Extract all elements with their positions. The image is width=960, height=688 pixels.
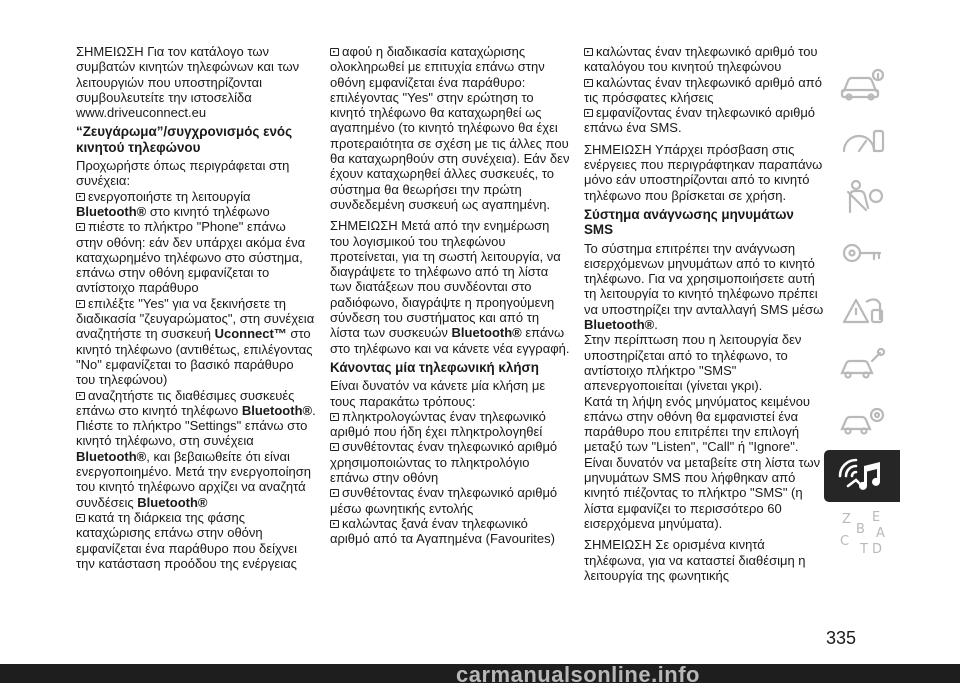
bullet-arrow-icon <box>584 48 593 56</box>
bullet-item: αφού η διαδικασία καταχώρισης ολοκληρωθεί με επιτυχία επάνω στην οθόνη εμφανίζεται ένα παράθυρο: επιλέγοντας "Yes" στην ερώτηση το κινητό τηλέφωνο θα καταχωρηθεί ως αγαπημένο (το κινητό τηλέφωνο θα έχει προτεραιότητα σε σχέση με τις άλλες που θα καταχωρηθούν στη συνέχεια). Εάν δεν έχουν καταχωρηθεί άλλες συσκευές, το σύστημα θα θεωρήσει την πρώτη συνδεδεμένη συσκευή ως αγαπημένη. <box>330 44 570 212</box>
note-paragraph: ΣΗΜΕΙΩΣΗ Σε ορισμένα κινητά τηλέφωνα, για να καταστεί διαθέσιμη η λειτουργία της φωνητικής <box>584 537 806 583</box>
body-paragraph: Το σύστημα επιτρέπει την ανάγνωση εισερχόμενων μηνυμάτων από το κινητό τηλέφωνο. Για να χρησιμοποιήσετε αυτή τη λειτουργία το κινητό τηλέφωνο πρέπει να υποστηρίζει την ανταλλαγή SMS μέσω Bluetooth®. <box>584 240 824 333</box>
index-letter-d: D <box>872 542 883 557</box>
section-heading-call: Κάνοντας μία τηλεφωνική κλήση <box>330 359 539 375</box>
bullet-item: αναζητήστε τις διαθέσιμες συσκευές επάνω στο κινητό τηλέφωνο Bluetooth®. Πιέστε το πλήκτρο "Settings" επάνω στο κινητό τηλέφωνο, στη συνέχεια Bluetooth®, και βεβαιωθείτε ότι είναι ενεργοποιημένο. Μετά την ενεργοποίηση του κινητό τηλέφωνο αρχίζει να αναζητά συνδέσεις Bluetooth® <box>76 387 316 510</box>
bullet-item: συνθέτοντας έναν τηλεφωνικό αριθμό μέσω φωνητικής εντολής <box>330 485 558 516</box>
bullet-item: καλώντας ξανά έναν τηλεφωνικό αριθμό από τα Αγαπημένα (Favourites) <box>330 515 555 547</box>
text-column-2 <box>330 44 570 547</box>
watermark-text: carmanualsonline.info <box>456 662 700 687</box>
bullet-item: συνθέτοντας έναν τηλεφωνικό αριθμό χρησιμοποιώντας το πληκτρολόγιο επάνω στην οθόνη <box>330 439 558 486</box>
section-heading-sms: Σύστημα ανάγνωσης μηνυμάτων SMS <box>584 206 794 238</box>
note-paragraph: ΣΗΜΕΙΩΣΗ Υπάρχει πρόσβαση στις ενέργειες που περιγράφτηκαν παραπάνω μόνο εάν υποστηρίζονται από το κινητό τηλέφωνο που βρίσκεται σε χρήση. <box>584 141 823 203</box>
bullet-item: πιέστε το πλήκτρο "Phone" επάνω στην οθόνη: εάν δεν υπάρχει ακόμα ένα καταχωρημένο τηλέφωνο στο σύστημα, επάνω στην οθόνη εμφανίζεται το αντίστοιχο παράθυρο <box>76 219 306 296</box>
text-column-3 <box>584 44 824 583</box>
body-paragraph: Στην περίπτωση που η λειτουργία δεν υποστηρίζεται από το τηλέφωνο, το αντίστοιχο πλήκτρο "SMS" απενεργοποιείται (γίνεται γκρι). <box>584 332 802 394</box>
bullet-item: ενεργοποιήστε τη λειτουργία Bluetooth® στο κινητό τηλέφωνο <box>76 188 270 219</box>
bullet-arrow-icon <box>76 300 85 308</box>
gear-car-icon[interactable] <box>826 396 898 446</box>
bullet-arrow-icon <box>584 79 593 87</box>
bullet-arrow-icon <box>330 520 339 528</box>
note-paragraph: ΣΗΜΕΙΩΣΗ Για τον κατάλογο των συμβατών κινητών τηλεφώνων και των λειτουργιών που υποστηρίζονται συμβουλευτείτε την ιστοσελίδα www.driveuconnect.eu <box>76 44 300 121</box>
seatbelt-airbag-icon[interactable] <box>826 172 898 222</box>
page-number: 335 <box>826 628 857 648</box>
bullet-arrow-icon <box>76 514 85 522</box>
index-letter-z: Z <box>842 512 851 527</box>
bullet-item: καλώντας έναν τηλεφωνικό αριθμό του καταλόγου του κινητού τηλεφώνου <box>584 44 818 75</box>
index-letter-c: C <box>840 534 850 549</box>
index-letter-b: B <box>856 522 865 537</box>
multimedia-icon[interactable] <box>824 450 900 502</box>
note-paragraph: ΣΗΜΕΙΩΣΗ Μετά από την ενημέρωση του λογισμικού του τηλεφώνου προτείνεται, για τη σωστή λειτουργία, να διαγράψετε το τηλέφωνο από τη λίστα των διατάξεων που συνδέονται στο ραδιόφωνο, διαγράψτε η προηγούμενη σύνδεση του συστήματος και από τη λίστα των συσκευών Bluetooth® επάνω στο τηλέφωνο και να κάνετε νέα εγγραφή. <box>330 218 570 356</box>
intro-paragraph: Προχωρήστε όπως περιγράφεται στη συνέχεια: <box>76 158 290 189</box>
bullet-arrow-icon <box>76 193 85 201</box>
warning-triangle-icon[interactable] <box>826 284 898 334</box>
watermark-bar <box>0 662 960 687</box>
index-letter-t: T <box>860 542 868 557</box>
car-info-icon[interactable] <box>826 60 898 110</box>
dashboard-gauge-icon[interactable] <box>826 116 898 166</box>
intro-paragraph: Είναι δυνατόν να κάνετε μία κλήση με τους παρακάτω τρόπους: <box>330 378 546 409</box>
bullet-item: επιλέξτε "Yes" για να ξεκινήσετε τη διαδικασία "ζευγαρώματος", στη συνέχεια αναζητήστε τη συσκευή Uconnect™ στο κινητό τηλέφωνο (αντιθέτως, επιλέγοντας "No" εμφανίζεται το βασικό παράθυρο του τηλεφώνου) <box>76 295 315 388</box>
bullet-item: κατά τη διάρκεια της φάσης καταχώρισης επάνω στην οθόνη εμφανίζεται ένα παράθυρο που δείχνει την κατάσταση προόδου της ενέργειας <box>76 509 297 571</box>
bullet-item: πληκτρολογώντας έναν τηλεφωνικό αριθμό που ήδη έχει πληκτρολογηθεί <box>330 408 546 440</box>
bullet-item: εμφανίζοντας έναν τηλεφωνικό αριθμό επάνω ένα SMS. <box>584 105 816 136</box>
index-letter-a: A <box>876 526 885 541</box>
body-paragraph: Κατά τη λήψη ενός μηνύματος κειμένου επάνω στην οθόνη θα εμφανιστεί ένα παράθυρο που επιτρέπει την επιλογή μεταξύ των "Listen", "Call" ή "Ignore". <box>584 393 811 455</box>
bullet-arrow-icon <box>584 109 593 117</box>
ignition-key-icon[interactable] <box>826 228 898 278</box>
bullet-arrow-icon <box>330 443 339 451</box>
bullet-arrow-icon <box>76 392 85 400</box>
bullet-item: καλώντας έναν τηλεφωνικό αριθμό από τις πρόσφατες κλήσεις <box>584 74 822 105</box>
text-column-1 <box>76 44 316 571</box>
index-letter-e: E <box>872 510 881 525</box>
bullet-arrow-icon <box>76 223 85 231</box>
wrench-car-icon[interactable] <box>826 340 898 390</box>
bullet-arrow-icon <box>330 413 339 421</box>
section-heading-pairing: “Ζευγάρωμα”/συγχρονισμός ενός κινητού τηλεφώνου <box>76 124 293 155</box>
bullet-arrow-icon <box>330 48 339 56</box>
bullet-arrow-icon <box>330 489 339 497</box>
body-paragraph: Είναι δυνατόν να μεταβείτε στη λίστα των μηνυμάτων SMS που λήφθηκαν από κινητό πιέζοντας το πλήκτρο "SMS" (η λίστα εμφανίζει το περισσότερο 60 εισερχόμενα μηνύματα). <box>584 454 821 531</box>
alphabet-index-icon[interactable] <box>826 508 898 558</box>
